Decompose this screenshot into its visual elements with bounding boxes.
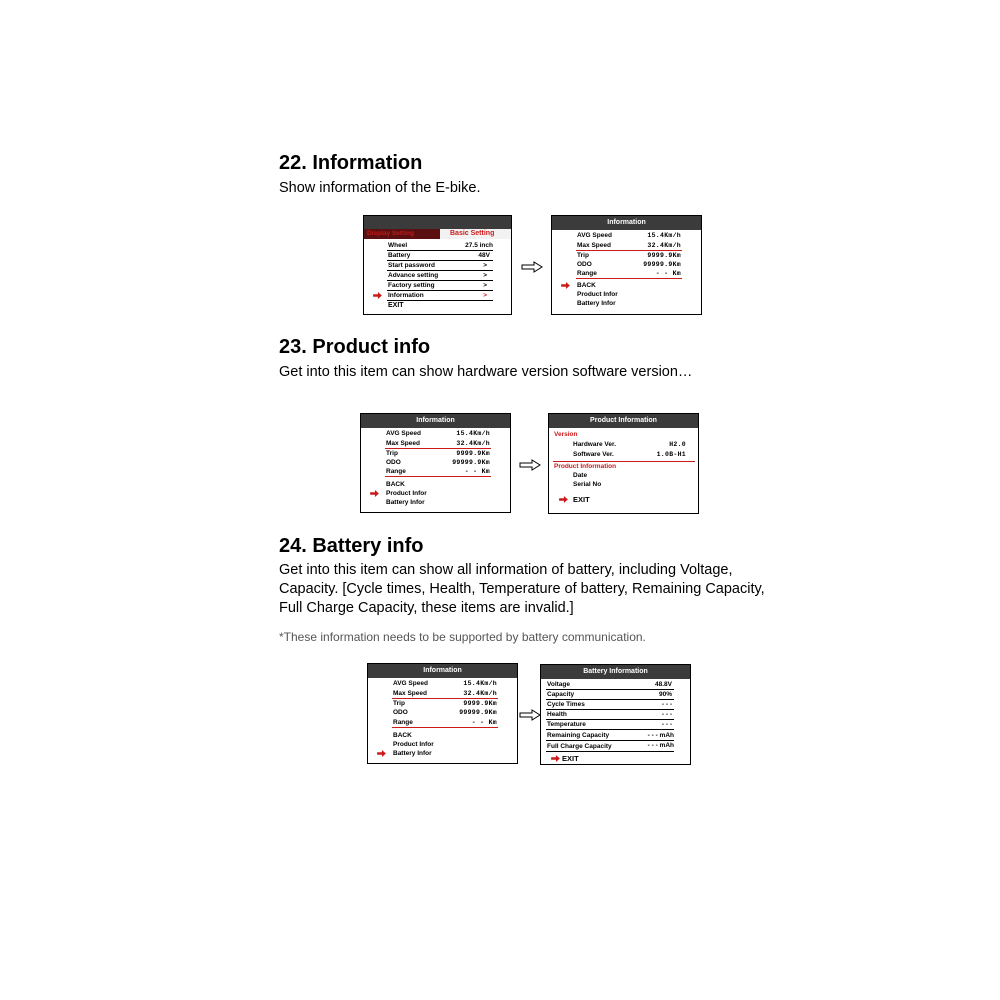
screen-title: Information bbox=[361, 414, 510, 428]
info-value-avg-speed: 15.4Km/h bbox=[647, 232, 681, 239]
setting-label-factory-setting: Factory setting bbox=[388, 282, 435, 289]
software-version-value: 1.0B-H1 bbox=[656, 451, 686, 458]
info-value-odo: 99999.9Km bbox=[459, 709, 497, 716]
menu-item-back[interactable]: BACK bbox=[393, 732, 412, 739]
info-label-avg-speed: AVG Speed bbox=[386, 430, 421, 437]
selected-arrow-icon bbox=[561, 282, 570, 289]
battery-value-cycle-times: - - - bbox=[661, 701, 672, 708]
tab-basic-setting[interactable] bbox=[440, 229, 511, 239]
battery-information-screen bbox=[540, 664, 691, 765]
tab-basic-setting-label: Basic Setting bbox=[450, 230, 495, 237]
battery-value-health: - - - bbox=[661, 711, 672, 718]
selected-arrow-icon bbox=[370, 490, 379, 497]
screen-title: Information bbox=[552, 216, 701, 230]
menu-item-product-infor[interactable]: Product Infor bbox=[393, 741, 434, 748]
setting-value-wheel: 27.5 inch bbox=[465, 242, 493, 249]
information-screen bbox=[360, 413, 511, 513]
battery-value-temperature: - - - bbox=[661, 721, 672, 728]
menu-item-product-infor[interactable]: Product Infor bbox=[577, 291, 618, 298]
battery-label-remaining-capacity: Remaining Capacity bbox=[547, 732, 610, 739]
setting-value-advance-setting: > bbox=[483, 272, 487, 279]
divider bbox=[392, 727, 498, 728]
info-label-avg-speed: AVG Speed bbox=[393, 680, 428, 687]
divider bbox=[546, 729, 674, 730]
information-screen bbox=[551, 215, 702, 315]
info-label-odo: ODO bbox=[577, 261, 592, 268]
screen-top-bar bbox=[364, 216, 511, 229]
hardware-version-value: H2.0 bbox=[669, 441, 686, 448]
setting-value-start-password: > bbox=[483, 262, 487, 269]
info-value-avg-speed: 15.4Km/h bbox=[463, 680, 497, 687]
info-value-range: - - Km bbox=[655, 270, 681, 277]
section-description-product-info: Get into this item can show hardware version software version… bbox=[279, 364, 693, 380]
information-screen bbox=[367, 663, 518, 764]
setting-value-battery: 48V bbox=[478, 252, 490, 259]
product-information-label: Product Information bbox=[554, 463, 617, 470]
software-version-label: Software Ver. bbox=[573, 451, 614, 458]
section-title-product-info: 23. Product info bbox=[279, 336, 431, 358]
tab-display-setting[interactable] bbox=[364, 229, 440, 239]
battery-label-capacity: Capacity bbox=[547, 691, 575, 698]
battery-label-voltage: Voltage bbox=[547, 681, 570, 688]
setting-value-information: > bbox=[483, 292, 487, 299]
setting-value-factory-setting: > bbox=[483, 282, 487, 289]
setting-label-information[interactable]: Information bbox=[388, 292, 424, 299]
menu-item-back[interactable]: BACK bbox=[577, 282, 596, 289]
product-information-screen bbox=[548, 413, 699, 514]
setting-label-advance-setting: Advance setting bbox=[388, 272, 439, 279]
info-label-range: Range bbox=[577, 270, 597, 277]
info-label-max-speed: Max Speed bbox=[577, 242, 611, 249]
info-value-max-speed: 32.4Km/h bbox=[463, 690, 497, 697]
next-screen-arrow-icon bbox=[519, 709, 541, 721]
selected-arrow-icon bbox=[559, 496, 568, 503]
selected-arrow-icon bbox=[551, 755, 560, 762]
info-label-trip: Trip bbox=[386, 450, 398, 457]
menu-item-battery-infor[interactable]: Battery Infor bbox=[577, 300, 616, 307]
section-description-battery-info: Get into this item can show all information of battery, including Voltage, Capacity. [Cycle times, Health, Temperature of battery, Remaining Capacity, Full Charge Capacity, these items are invalid.] bbox=[279, 562, 765, 616]
info-label-range: Range bbox=[386, 468, 406, 475]
exit-label[interactable]: EXIT bbox=[573, 495, 590, 504]
info-label-odo: ODO bbox=[393, 709, 408, 716]
battery-label-cycle-times: Cycle Times bbox=[547, 701, 585, 708]
serial-number-label: Serial No bbox=[573, 481, 602, 488]
info-value-trip: 9999.9Km bbox=[463, 700, 497, 707]
section-description-information: Show information of the E-bike. bbox=[279, 180, 481, 196]
next-screen-arrow-icon bbox=[519, 459, 541, 471]
section-title-battery-info: 24. Battery info bbox=[279, 535, 424, 557]
info-value-avg-speed: 15.4Km/h bbox=[456, 430, 490, 437]
battery-value-capacity: 90% bbox=[658, 691, 672, 698]
screen-title: Battery Information bbox=[541, 665, 690, 679]
info-value-trip: 9999.9Km bbox=[647, 252, 681, 259]
basic-setting-screen bbox=[363, 215, 512, 315]
info-label-trip: Trip bbox=[577, 252, 589, 259]
info-label-trip: Trip bbox=[393, 700, 405, 707]
setting-label-battery: Battery bbox=[388, 252, 411, 259]
battery-value-remaining-capacity: - - - mAh bbox=[647, 732, 674, 739]
exit-label[interactable]: EXIT bbox=[388, 302, 404, 309]
divider bbox=[385, 476, 491, 477]
battery-label-health: Health bbox=[547, 711, 567, 718]
info-label-range: Range bbox=[393, 719, 413, 726]
date-label: Date bbox=[573, 472, 588, 479]
divider bbox=[546, 751, 674, 752]
info-value-range: - - Km bbox=[464, 468, 490, 475]
menu-item-battery-infor[interactable]: Battery Infor bbox=[386, 499, 425, 506]
setting-label-start-password: Start password bbox=[388, 262, 435, 269]
info-value-range: - - Km bbox=[471, 719, 497, 726]
setting-label-wheel: Wheel bbox=[388, 242, 408, 249]
info-value-odo: 99999.9Km bbox=[643, 261, 681, 268]
divider bbox=[576, 278, 682, 279]
hardware-version-label: Hardware Ver. bbox=[573, 441, 616, 448]
menu-item-back[interactable]: BACK bbox=[386, 481, 405, 488]
info-label-max-speed: Max Speed bbox=[393, 690, 427, 697]
info-label-avg-speed: AVG Speed bbox=[577, 232, 612, 239]
battery-label-full-charge-capacity: Full Charge Capacity bbox=[547, 743, 612, 750]
info-label-max-speed: Max Speed bbox=[386, 440, 420, 447]
info-value-trip: 9999.9Km bbox=[456, 450, 490, 457]
menu-item-product-infor[interactable]: Product Infor bbox=[386, 490, 427, 497]
menu-item-battery-infor[interactable]: Battery Infor bbox=[393, 750, 432, 757]
tab-display-setting-label: Display Setting bbox=[367, 230, 414, 237]
info-value-max-speed: 32.4Km/h bbox=[647, 242, 681, 249]
info-label-odo: ODO bbox=[386, 459, 401, 466]
version-section-label: Version bbox=[554, 431, 578, 438]
selected-arrow-icon bbox=[377, 750, 386, 757]
info-value-odo: 99999.9Km bbox=[452, 459, 490, 466]
battery-label-temperature: Temperature bbox=[547, 721, 586, 728]
battery-info-note: *These information needs to be supported by battery communication. bbox=[279, 630, 646, 644]
screen-title: Information bbox=[368, 664, 517, 678]
screen-title: Product Information bbox=[549, 414, 698, 428]
info-value-max-speed: 32.4Km/h bbox=[456, 440, 490, 447]
selected-arrow-icon bbox=[373, 292, 382, 299]
exit-label[interactable]: EXIT bbox=[562, 754, 579, 763]
battery-value-voltage: 48.8V bbox=[655, 681, 672, 688]
next-screen-arrow-icon bbox=[521, 261, 543, 273]
battery-value-full-charge-capacity: - - - mAh bbox=[647, 742, 674, 749]
section-title-information: 22. Information bbox=[279, 152, 423, 174]
